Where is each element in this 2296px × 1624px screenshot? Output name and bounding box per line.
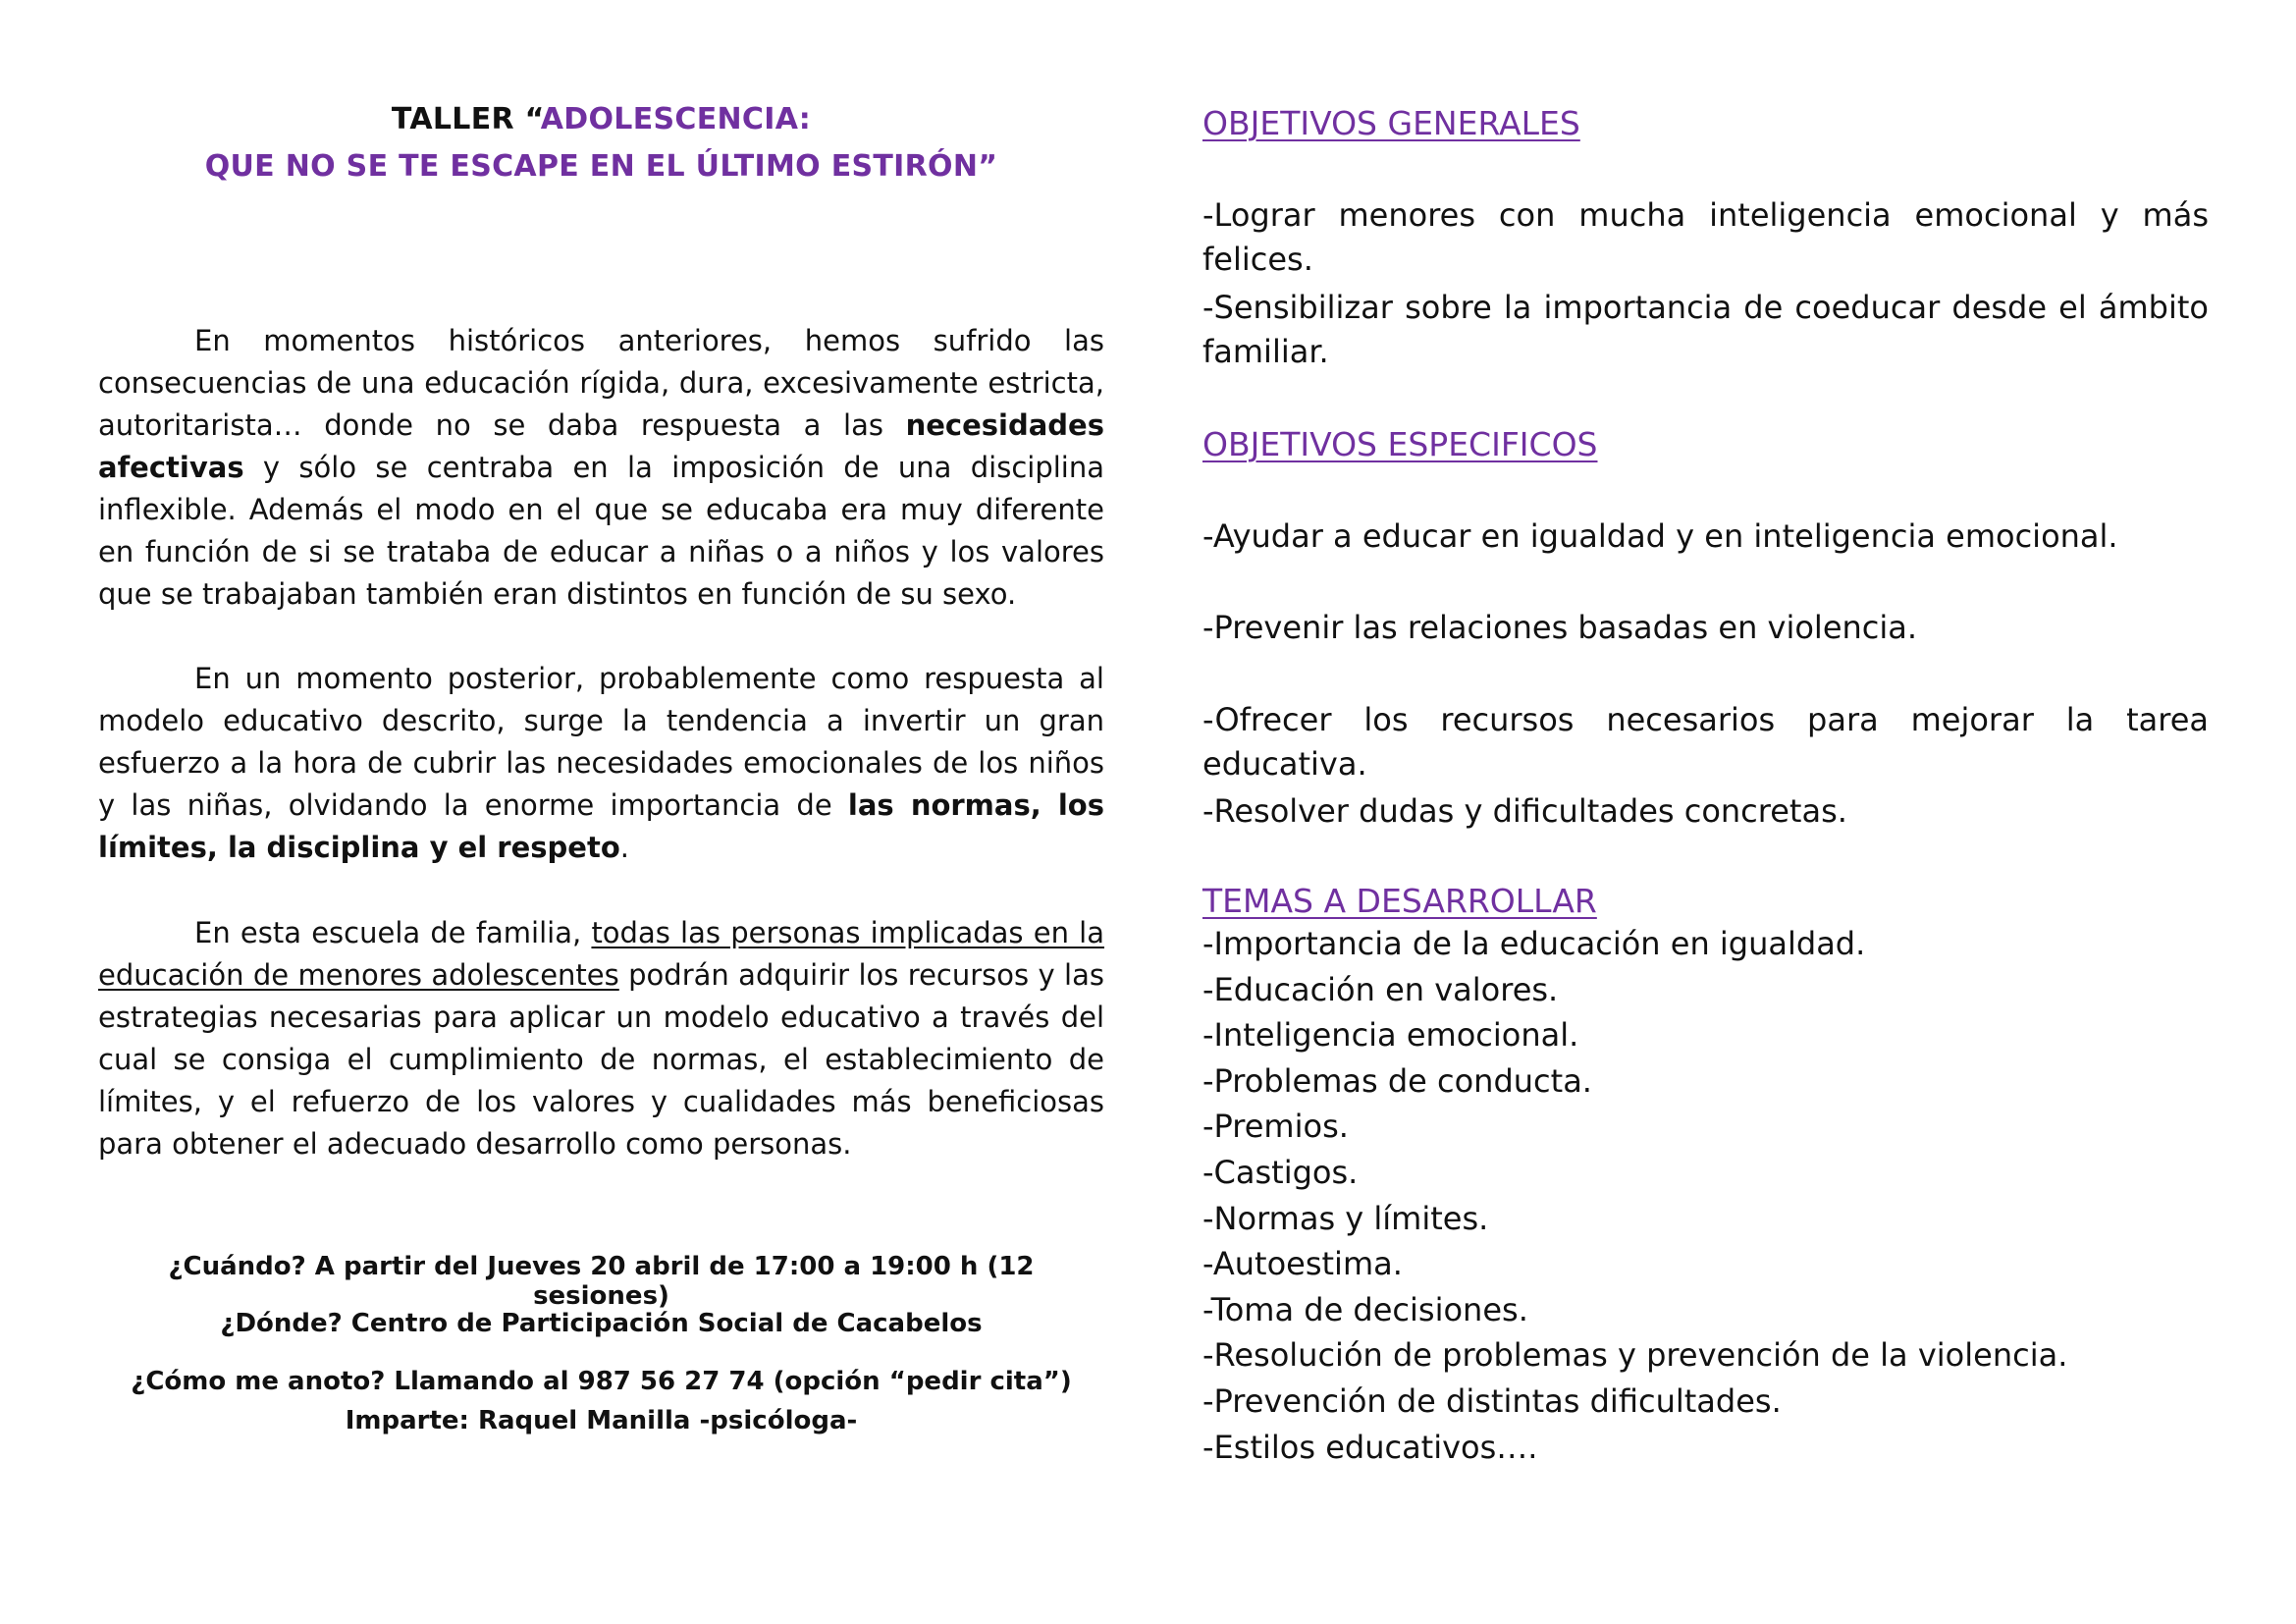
topics-heading: TEMAS A DESARROLLAR	[1202, 882, 1597, 920]
topic-item: -Resolución de problemas y prevención de la violencia.	[1202, 1336, 2068, 1375]
info-when: ¿Cuándo? A partir del Jueves 20 abril de 17:00 a 19:00 h (12 sesiones)	[168, 1252, 1035, 1311]
paragraph-2	[98, 658, 1104, 869]
general-objective-1: -Lograr menores con mucha inteligencia emocional y más felices.	[1202, 196, 2209, 278]
paragraph-1-text-b: y sólo se centraba en la imposición de una disciplina inflexible. Además el modo en el que se educaba era muy diferente en función de si se trataba de educar a niñas o a niños y los valores que se trabajaban también eran distintos en función de su sexo.	[98, 451, 1104, 611]
specific-objective-3: -Ofrecer los recursos necesarios para mejorar la tarea educativa.	[1202, 701, 2209, 783]
paragraph-3-text-a: En esta escuela de familia,	[194, 916, 592, 949]
specific-objective-2: -Prevenir las relaciones basadas en violencia.	[1202, 609, 1918, 646]
topic-item: -Normas y límites.	[1202, 1199, 1489, 1237]
specific-objective-4: -Resolver dudas y dificultades concretas.	[1202, 792, 1847, 830]
topic-item: -Toma de decisiones.	[1202, 1290, 1528, 1328]
general-objective-2: -Sensibilizar sobre la importancia de coeducar desde el ámbito familiar.	[1202, 289, 2209, 370]
title-line-1	[98, 102, 1104, 136]
paragraph-1-bold: necesidades afectivas	[98, 408, 1104, 484]
title-line-2: QUE NO SE TE ESCAPE EN EL ÚLTIMO ESTIRÓN”	[204, 149, 998, 184]
topic-item: -Educación en valores.	[1202, 970, 1559, 1008]
topic-item: -Prevención de distintas dificultades.	[1202, 1381, 1782, 1420]
specific-objective-1: -Ayudar a educar en igualdad y en inteligencia emocional.	[1202, 517, 2118, 555]
topic-item: -Estilos educativos….	[1202, 1428, 1538, 1466]
topic-item: -Premios.	[1202, 1108, 1349, 1146]
paragraph-1	[98, 320, 1104, 616]
topics-list	[1202, 921, 2067, 1470]
paragraph-2-text-b: .	[619, 831, 629, 864]
paragraph-3-text-b: podrán adquirir los recursos y las estrategias necesarias para aplicar un modelo educativo a través del cual se consiga el cumplimiento de normas, el establecimiento de límites, y el refuerzo de los valores y cualidades más beneficiosas para obtener el adecuado desarrollo como personas.	[98, 958, 1104, 1161]
paragraph-2-text-a: En un momento posterior, probablemente como respuesta al modelo educativo descrito, surge la tendencia a invertir un gran esfuerzo a la hora de cubrir las necesidades emocionales de los niños y las niñas, olvidando la enorme importancia de	[98, 662, 1104, 822]
info-where: ¿Dónde? Centro de Participación Social de Cacabelos	[220, 1309, 983, 1338]
topic-item: -Castigos.	[1202, 1153, 1359, 1191]
specific-objectives-heading: OBJETIVOS ESPECIFICOS	[1202, 425, 1598, 463]
paragraph-2-bold: las normas, los límites, la disciplina y el respeto	[98, 788, 1104, 864]
title-prefix: TALLER “	[391, 102, 541, 136]
topic-item: -Autoestima.	[1202, 1245, 1403, 1283]
title-colored: ADOLESCENCIA:	[540, 102, 812, 136]
general-objectives-heading: OBJETIVOS GENERALES	[1202, 104, 1580, 142]
paragraph-3	[98, 912, 1104, 1165]
info-teacher: Imparte: Raquel Manilla -psicóloga-	[345, 1406, 858, 1435]
topic-item: -Inteligencia emocional.	[1202, 1016, 1579, 1055]
topic-item: -Importancia de la educación en igualdad.	[1202, 925, 1866, 962]
paragraph-1-text-a: En momentos históricos anteriores, hemos sufrido las consecuencias de una educación rígida, dura, excesivamente estricta, autoritarista… donde no se daba respuesta a las	[98, 324, 1104, 442]
info-how: ¿Cómo me anoto? Llamando al 987 56 27 74 (opción “pedir cita”)	[131, 1367, 1072, 1396]
topic-item: -Problemas de conducta.	[1202, 1061, 1592, 1100]
paragraph-3-underlined: todas las personas implicadas en la educación de menores adolescentes	[98, 916, 1104, 992]
